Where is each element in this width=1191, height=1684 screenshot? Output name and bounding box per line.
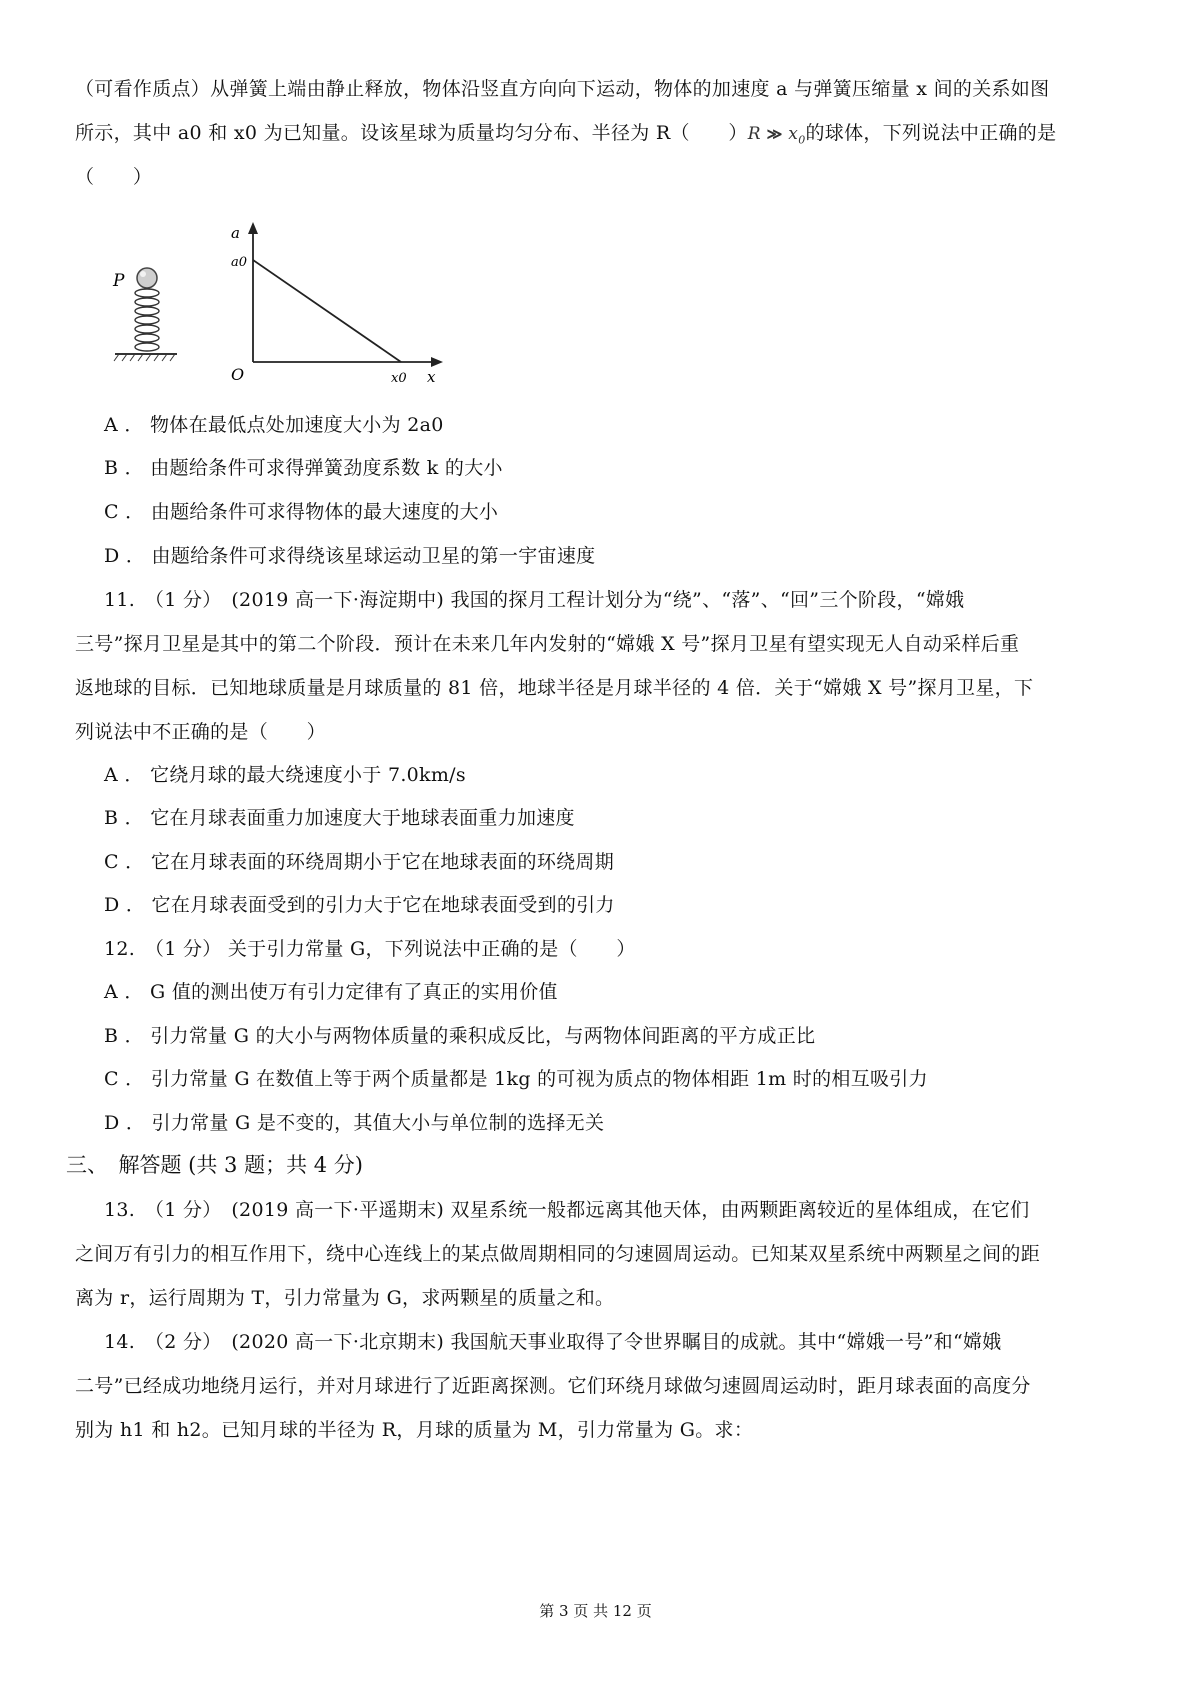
question-11-option-b: B ． 它在月球表面重力加速度大于地球表面重力加速度 (104, 807, 575, 829)
question-10-text-line-2 (75, 121, 1056, 152)
y-axis-arrow (248, 222, 258, 234)
question-10-option-b: B ． 由题给条件可求得弹簧劲度系数 k 的大小 (104, 457, 503, 479)
question-10-answer-bracket: （ ） (75, 166, 153, 188)
formula-r: R (747, 124, 761, 144)
question-12-option-b: B ． 引力常量 G 的大小与两物体质量的乘积成反比，与两物体间距离的平方成正比 (104, 1025, 816, 1047)
question-12-stem: 12. （1 分） 关于引力常量 G，下列说法中正确的是（ ） (104, 938, 636, 960)
question-12-option-a: A ． G 值的测出使万有引力定律有了真正的实用价值 (104, 981, 558, 1003)
question-10-option-d: D ． 由题给条件可求得绕该星球运动卫星的第一宇宙速度 (104, 545, 596, 567)
x-axis-label: x (427, 368, 436, 386)
question-11-stem-line-3: 返地球的目标．已知地球质量是月球质量的 81 倍，地球半径是月球半径的 4 倍．关于“嫦娥 X 号”探月卫星，下 (75, 677, 1034, 699)
question-13-line-3: 离为 r，运行周期为 T，引力常量为 G，求两颗星的质量之和。 (75, 1287, 615, 1309)
question-10-option-c: C ． 由题给条件可求得物体的最大速度的大小 (104, 501, 499, 523)
formula-much-greater-sign: ≫ (766, 125, 783, 143)
question-10-text-line-2-start: 所示，其中 a0 和 x0 为已知量。设该星球为质量均匀分布、半径为 R（ ） (75, 122, 748, 144)
formula-subscript: 0 (798, 133, 806, 147)
question-14-line-2: 二号”已经成功地绕月运行，并对月球进行了近距离探测。它们环绕月球做匀速圆周运动时，距月球表面的高度分 (75, 1375, 1031, 1397)
question-10-text-line-2-end: 的球体，下列说法中正确的是 (805, 122, 1057, 144)
question-11-option-c: C ． 它在月球表面的环绕周期小于它在地球表面的环绕周期 (104, 851, 615, 873)
question-11-option-a: A ． 它绕月球的最大绕速度小于 7.0km/s (104, 764, 466, 786)
spring-acceleration-figure (105, 220, 455, 390)
ball (137, 268, 157, 288)
question-13-line-2: 之间万有引力的相互作用下，绕中心连线上的某点做周期相同的匀速圆周运动。已知某双星系统中两颗星之间的距 (75, 1243, 1041, 1265)
question-11-stem-line-4: 列说法中不正确的是（ ） (75, 721, 326, 743)
y-tick-a0: a0 (231, 255, 248, 270)
x-tick-x0: x0 (391, 371, 407, 386)
question-10-text-line-1: （可看作质点）从弹簧上端由静止释放，物体沿竖直方向向下运动，物体的加速度 a 与弹簧压缩量 x 间的关系如图 (75, 78, 1050, 100)
a-x-line (253, 260, 401, 362)
a-x-graph (231, 222, 443, 386)
question-13-line-1: 13. （1 分） (2019 高一下·平遥期末) 双星系统一般都远离其他天体，由两颗距离较近的星体组成，在它们 (104, 1199, 1030, 1221)
question-14-line-3: 别为 h1 和 h2。已知月球的半径为 R，月球的质量为 M，引力常量为 G。求： (75, 1419, 754, 1441)
page-footer: 第 3 页 共 12 页 (539, 1602, 652, 1620)
question-12-option-d: D ． 引力常量 G 是不变的，其值大小与单位制的选择无关 (104, 1112, 605, 1134)
x-axis-arrow (431, 357, 443, 367)
section-3-heading: 三、 解答题 (共 3 题；共 4 分) (66, 1153, 363, 1177)
question-11-stem-line-2: 三号”探月卫星是其中的第二个阶段．预计在未来几年内发射的“嫦娥 X 号”探月卫星有望实现无人自动采样后重 (75, 633, 1020, 655)
spring-label-p: P (113, 271, 125, 291)
origin-label: O (231, 365, 245, 384)
question-11-stem-line-1: 11. （1 分） (2019 高一下·海淀期中) 我国的探月工程计划分为“绕”、“落”、“回”三个阶段，“嫦娥 (104, 589, 965, 611)
question-14-line-1: 14. （2 分） (2020 高一下·北京期末) 我国航天事业取得了令世界瞩目的成就。其中“嫦娥一号”和“嫦娥 (104, 1331, 1002, 1353)
spring-coils (135, 289, 159, 351)
formula-r-much-greater-x0 (747, 124, 806, 147)
ground-hatching (114, 354, 175, 361)
question-12-option-c: C ． 引力常量 G 在数值上等于两个质量都是 1kg 的可视为质点的物体相距 1m 时的相互吸引力 (104, 1068, 928, 1090)
spring-with-ball (112, 268, 177, 361)
formula-x: x (788, 124, 799, 144)
question-10-option-a: A ． 物体在最低点处加速度大小为 2a0 (104, 414, 444, 436)
y-axis-label: a (231, 224, 240, 242)
question-11-option-d: D ． 它在月球表面受到的引力大于它在地球表面受到的引力 (104, 894, 615, 916)
